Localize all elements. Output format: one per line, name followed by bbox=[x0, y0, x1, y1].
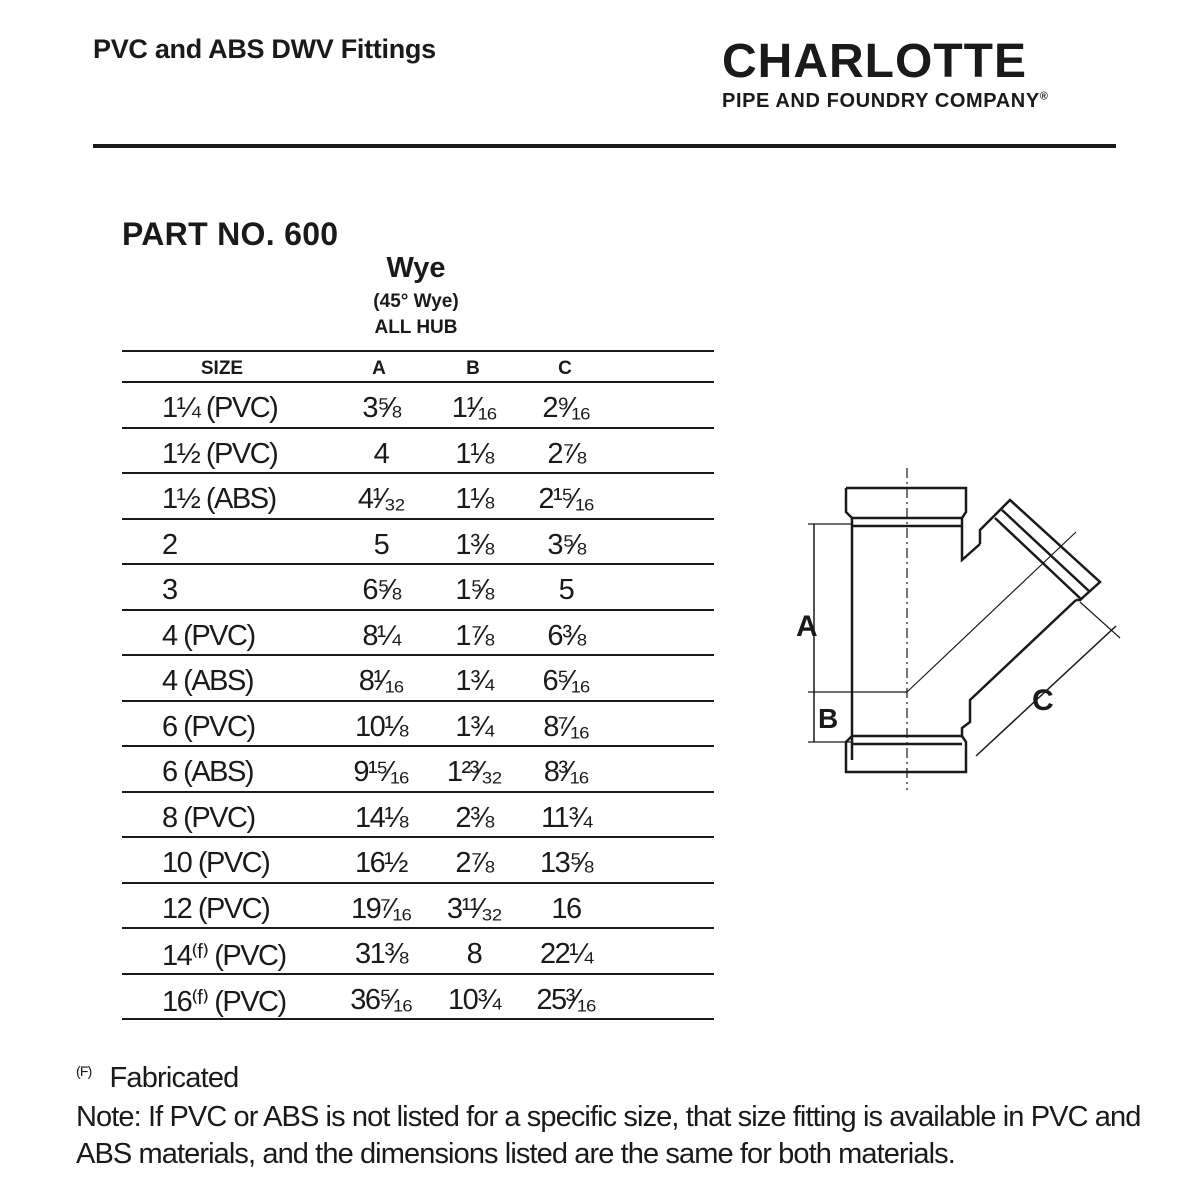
cell-size: 10 (PVC) bbox=[162, 847, 270, 879]
cell-b: 1¾ bbox=[455, 710, 493, 743]
cell-a: 4 bbox=[373, 437, 389, 470]
document-title: PVC and ABS DWV Fittings bbox=[93, 34, 436, 64]
column-header-a: A bbox=[372, 358, 386, 379]
brand-subtitle-text: PIPE AND FOUNDRY COMPANY bbox=[722, 90, 1040, 112]
dimension-label-a: A bbox=[796, 610, 818, 643]
cell-b: 1²³⁄₃₂ bbox=[446, 756, 502, 788]
cell-a: 5 bbox=[373, 528, 389, 561]
materials-note: Note: If PVC or ABS is not listed for a specific size, that size fitting is available in PVC and ABS materials, and the dimensions listed are the same for both materials. bbox=[76, 1101, 1141, 1170]
header-divider bbox=[93, 144, 1116, 148]
cell-c: 8⁷⁄₁₆ bbox=[543, 710, 589, 743]
cell-c: 22¼ bbox=[540, 938, 592, 970]
part-number: PART NO. 600 bbox=[122, 216, 339, 252]
table-row bbox=[122, 474, 714, 520]
cell-b: 3¹¹⁄₃₂ bbox=[446, 892, 502, 925]
table-row bbox=[122, 929, 714, 975]
registered-mark: ® bbox=[1039, 90, 1049, 103]
cell-b: 1⅛ bbox=[455, 437, 493, 470]
product-heading bbox=[316, 252, 516, 339]
dimensions-table bbox=[122, 350, 714, 1020]
cell-a: 8¼ bbox=[362, 619, 400, 652]
product-hub-type: ALL HUB bbox=[374, 317, 458, 338]
cell-a: 9¹⁵⁄₁₆ bbox=[353, 756, 409, 788]
cell-c: 6⅜ bbox=[547, 619, 585, 652]
dimension-label-b: B bbox=[818, 703, 839, 734]
table-row bbox=[122, 702, 714, 748]
cell-size: 4 (ABS) bbox=[162, 665, 254, 697]
table-row bbox=[122, 383, 714, 429]
cell-c: 2⁹⁄₁₆ bbox=[542, 392, 590, 424]
cell-b: 2⅞ bbox=[455, 847, 493, 879]
cell-c: 13⅝ bbox=[540, 847, 592, 879]
cell-size: 3 bbox=[162, 574, 177, 606]
footnote-text: Fabricated bbox=[109, 1062, 239, 1094]
cell-b: 1⅜ bbox=[455, 528, 493, 561]
cell-c: 16 bbox=[551, 892, 581, 925]
cell-a: 36⁵⁄₁₆ bbox=[350, 983, 412, 1016]
cell-a: 4¹⁄₃₂ bbox=[357, 483, 405, 515]
table-row bbox=[122, 884, 714, 930]
cell-b: 1¹⁄₁₆ bbox=[451, 392, 497, 424]
cell-c: 6⁵⁄₁₆ bbox=[542, 665, 590, 697]
cell-c: 8³⁄₁₆ bbox=[543, 756, 589, 788]
cell-a: 16½ bbox=[355, 847, 407, 879]
brand-logo bbox=[722, 35, 1122, 113]
table-row bbox=[122, 975, 714, 1021]
cell-size: 12 (PVC) bbox=[162, 892, 270, 925]
cell-c: 11¾ bbox=[541, 801, 591, 834]
cell-size: 8 (PVC) bbox=[162, 801, 255, 834]
brand-name: CHARLOTTE bbox=[722, 35, 1027, 88]
table-row bbox=[122, 520, 714, 566]
cell-c: 2⅞ bbox=[547, 437, 585, 470]
cell-b: 1⅞ bbox=[455, 619, 493, 652]
cell-size: 2 bbox=[162, 528, 177, 561]
cell-a: 6⅝ bbox=[362, 574, 400, 606]
dimension-label-c: C bbox=[1032, 684, 1054, 717]
cell-c: 3⅝ bbox=[547, 528, 585, 561]
cell-b: 2⅜ bbox=[455, 801, 493, 834]
cell-c: 2¹⁵⁄₁₆ bbox=[538, 483, 594, 515]
table-row bbox=[122, 611, 714, 657]
product-subtitle: (45° Wye) bbox=[373, 291, 459, 312]
cell-size: 1½ (ABS) bbox=[162, 483, 276, 515]
table-header-row bbox=[122, 350, 714, 383]
cell-b: 8 bbox=[466, 938, 482, 970]
cell-b: 1⅝ bbox=[455, 574, 493, 606]
cell-size: 16⁽ᶠ⁾ (PVC) bbox=[162, 985, 286, 1018]
cell-b: 1⅛ bbox=[455, 483, 493, 515]
cell-size: 1¼ (PVC) bbox=[162, 392, 278, 424]
cell-c: 5 bbox=[558, 574, 574, 606]
wye-fitting-diagram bbox=[780, 460, 1140, 800]
column-header-b: B bbox=[466, 358, 480, 379]
cell-a: 8¹⁄₁₆ bbox=[358, 665, 404, 697]
product-name: Wye bbox=[386, 252, 446, 284]
cell-c: 25³⁄₁₆ bbox=[536, 983, 596, 1016]
footnote-fabricated bbox=[76, 1062, 239, 1095]
brand-subtitle bbox=[722, 90, 1122, 113]
table-row bbox=[122, 565, 714, 611]
table-row bbox=[122, 793, 714, 839]
table-row bbox=[122, 429, 714, 475]
table-row bbox=[122, 838, 714, 884]
cell-size: 4 (PVC) bbox=[162, 619, 255, 652]
cell-a: 31⅜ bbox=[355, 938, 407, 970]
cell-size: 14⁽ᶠ⁾ (PVC) bbox=[162, 940, 286, 972]
cell-a: 14⅛ bbox=[355, 801, 407, 834]
column-header-size: SIZE bbox=[200, 358, 244, 379]
cell-size: 6 (ABS) bbox=[162, 756, 254, 788]
wye-outline bbox=[808, 468, 1120, 790]
table-row bbox=[122, 656, 714, 702]
column-header-c: C bbox=[558, 358, 572, 379]
cell-size: 1½ (PVC) bbox=[162, 437, 278, 470]
footnote-mark: (F) bbox=[76, 1063, 92, 1080]
table-row bbox=[122, 747, 714, 793]
cell-size: 6 (PVC) bbox=[162, 710, 255, 743]
cell-b: 1¾ bbox=[455, 665, 493, 697]
cell-a: 10⅛ bbox=[355, 710, 407, 743]
cell-b: 10¾ bbox=[448, 983, 500, 1016]
cell-a: 19⁷⁄₁₆ bbox=[350, 892, 412, 925]
cell-a: 3⅝ bbox=[362, 392, 400, 424]
